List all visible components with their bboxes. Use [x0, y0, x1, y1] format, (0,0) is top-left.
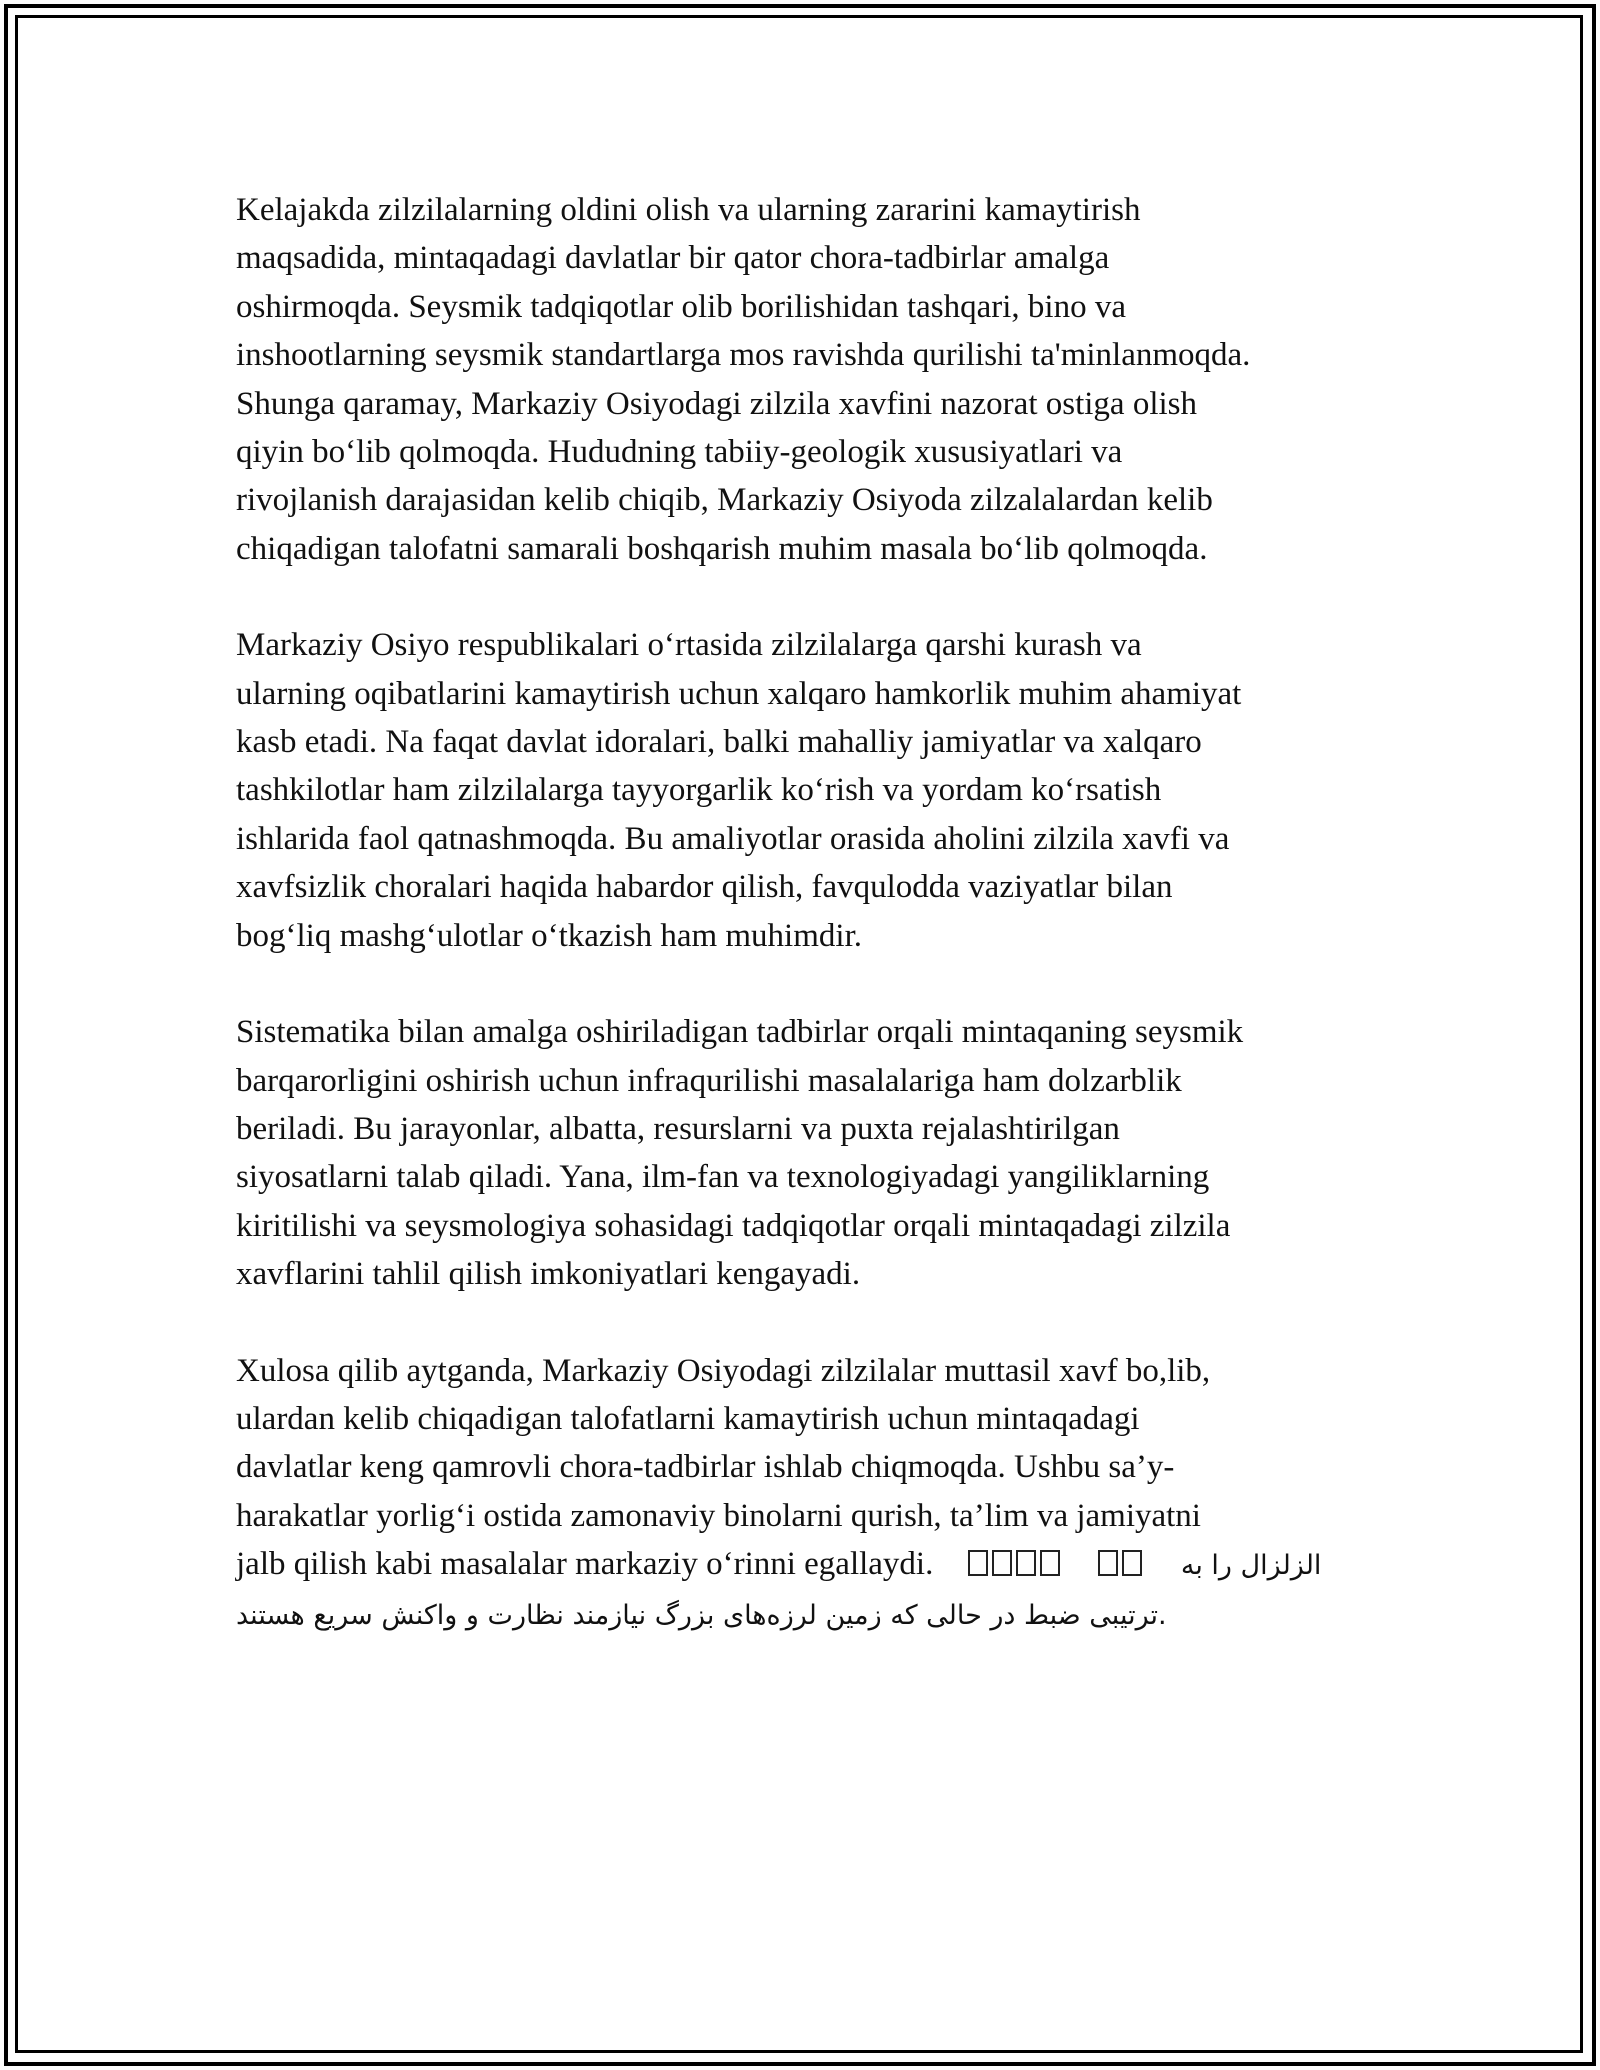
- text-line: beriladi. Bu jarayonlar, albatta, resurslarni va puxta rejalashtirilgan: [236, 1110, 1120, 1147]
- text-line-arabic: الزلزال را به: [1180, 1550, 1322, 1582]
- text-line: Xulosa qilib aytganda, Markaziy Osiyodagi zilzilalar muttasil xavf bo,lib,: [236, 1352, 1211, 1389]
- text-line: kasb etadi. Na faqat davlat idoralari, balki mahalliy jamiyatlar va xalqaro: [236, 724, 1202, 761]
- text-line: tashkilotlar ham zilzilalarga tayyorgarlik ko‘rish va yordam ko‘rsatish: [236, 772, 1162, 809]
- missing-glyph-icon: [992, 1550, 1012, 1576]
- text-line: kiritilishi va seysmologiya sohasidagi tadqiqotlar orqali mintaqadagi zilzila: [236, 1207, 1231, 1244]
- text-line: Kelajakda zilzilalarning oldini olish va ularning zararini kamaytirish: [236, 192, 1141, 228]
- text-line: inshootlarning seysmik standartlarga mos ravishda qurilishi ta'minlanmoqda.: [236, 337, 1251, 374]
- paragraph-2: [236, 621, 1386, 960]
- mixed-script-line: [236, 1540, 1386, 1590]
- text-line: xavflarini tahlil qilish imkoniyatlari kengayadi.: [236, 1256, 861, 1293]
- text-line: qiyin bo‘lib qolmoqda. Hududning tabiiy-geologik xususiyatlari va: [236, 434, 1123, 471]
- text-line: siyosatlarni talab qiladi. Yana, ilm-fan va texnologiyadagi yangiliklarning: [236, 1159, 1210, 1196]
- missing-glyph-icon: [968, 1550, 988, 1576]
- paragraph-1: [236, 186, 1386, 573]
- missing-glyph-icon: [1016, 1550, 1036, 1576]
- text-line: xavfsizlik choralari haqida habardor qilish, favqulodda vaziyatlar bilan: [236, 869, 1173, 906]
- missing-glyph-icon: [1122, 1550, 1142, 1576]
- text-line: Sistematika bilan amalga oshiriladigan tadbirlar orqali mintaqaning seysmik: [236, 1014, 1244, 1051]
- text-line: ishlarida faol qatnashmoqda. Bu amaliyotlar orasida aholini zilzila xavfi va: [236, 820, 1230, 857]
- text-line-latin: jalb qilish kabi masalalar markaziy o‘rinni egallaydi.: [236, 1546, 934, 1583]
- text-line: barqarorligini oshirish uchun infraqurilishi masalalariga ham dolzarblik: [236, 1062, 1182, 1099]
- text-line: ularning oqibatlarini kamaytirish uchun xalqaro hamkorlik muhim ahamiyat: [236, 675, 1242, 712]
- paragraph-3: [236, 1008, 1386, 1298]
- text-line: oshirmoqda. Seysmik tadqiqotlar olib borilishidan tashqari, bino va: [236, 288, 1126, 325]
- document-body: [236, 186, 1386, 1689]
- text-line-farsi: ترتیبی ضبط در حالی که زمین لرزه‌های بزرگ نیازمند نظارت و واکنش سریع هستند.: [236, 1599, 1167, 1631]
- text-line: Markaziy Osiyo respublikalari o‘rtasida zilzilalarga qarshi kurash va: [236, 627, 1142, 664]
- text-line: harakatlar yorlig‘i ostida zamonaviy binolarni qurish, ta’lim va jamiyatni: [236, 1497, 1201, 1534]
- missing-glyph-icon: [1098, 1550, 1118, 1576]
- missing-glyph-icon: [1040, 1550, 1060, 1576]
- paragraph-4: [236, 1347, 1386, 1641]
- text-line: rivojlanish darajasidan kelib chiqib, Markaziy Osiyoda zilzalalardan kelib: [236, 482, 1213, 519]
- text-line: maqsadida, mintaqadagi davlatlar bir qator chora-tadbirlar amalga: [236, 240, 1110, 277]
- text-line: Shunga qaramay, Markaziy Osiyodagi zilzila xavfini nazorat ostiga olish: [236, 385, 1197, 422]
- text-line: chiqadigan talofatni samarali boshqarish muhim masala bo‘lib qolmoqda.: [236, 530, 1208, 567]
- text-line: ulardan kelib chiqadigan talofatlarni kamaytirish uchun mintaqadagi: [236, 1400, 1140, 1437]
- text-line: bog‘liq mashg‘ulotlar o‘tkazish ham muhimdir.: [236, 917, 862, 954]
- text-line: davlatlar keng qamrovli chora-tadbirlar ishlab chiqmoqda. Ushbu sa’y-: [236, 1449, 1175, 1486]
